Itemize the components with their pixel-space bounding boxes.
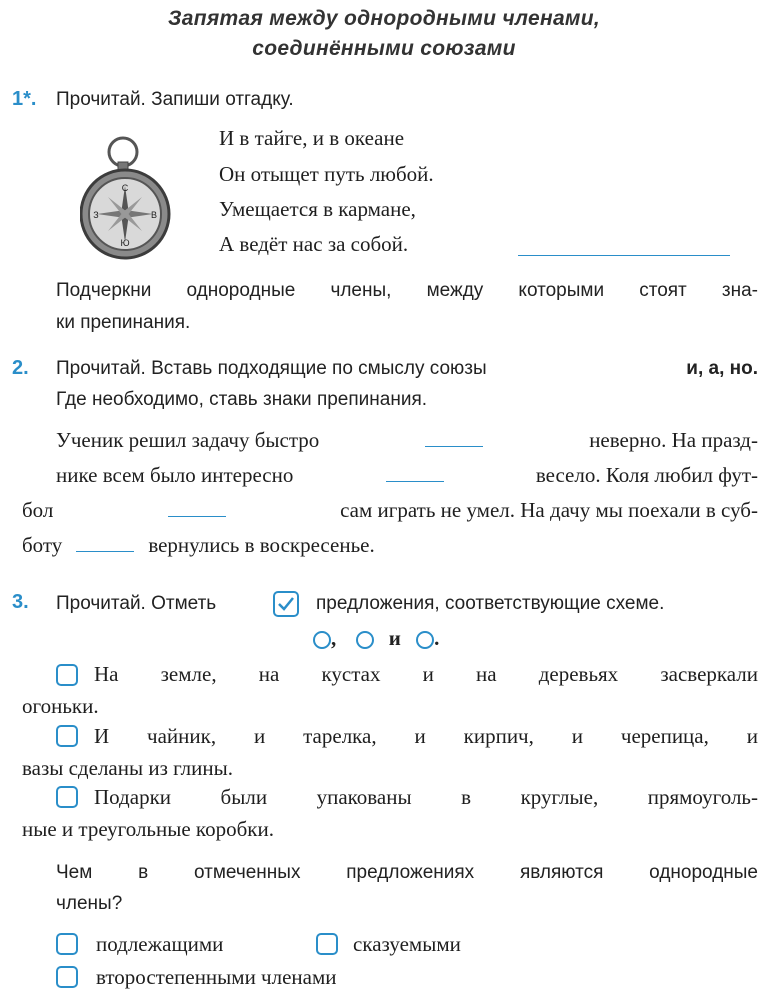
text-segment: вернулись в воскресенье.: [148, 533, 375, 557]
exercise-2-text-line-2: [56, 463, 758, 488]
conjunctions-list: и, а, но.: [686, 358, 758, 379]
scheme-circle-3: [416, 631, 434, 649]
question-line-1: Чем в отмеченных предложениях являются однородные: [56, 862, 758, 883]
sample-checkbox: [273, 591, 299, 617]
exercise-1-task-line-2: ки препинания.: [56, 312, 191, 333]
exercise-2-instruction-text: Прочитай. Вставь подходящие по смыслу союзы: [56, 358, 487, 379]
page-title: [0, 4, 768, 64]
text-segment: нике всем было интересно: [56, 463, 294, 487]
exercise-2-instruction-line-1: [56, 358, 758, 380]
scheme-and: и: [388, 626, 401, 650]
poem-line-3: Умещается в кармане,: [219, 197, 416, 221]
title-line-2: соединёнными союзами: [252, 37, 516, 60]
exercise-3-instruction-suffix: предложения, соответствующие схеме.: [316, 593, 665, 614]
exercise-2-instruction-line-2: Где необходимо, ставь знаки препинания.: [56, 389, 428, 410]
sentence-1-checkbox[interactable]: [56, 664, 78, 686]
text-segment: весело. Коля любил фут-: [535, 463, 758, 487]
sentence-1-line-1: На земле, на кустах и на деревьях засверкали: [94, 662, 758, 686]
text-segment: неверно. На празд-: [589, 428, 758, 452]
compass-e-letter: В: [150, 210, 158, 220]
option-predicate-checkbox[interactable]: [316, 933, 338, 955]
text-segment: Ученик решил задачу быстро: [56, 428, 320, 452]
exercise-1-task-line-1: Подчеркни однородные члены, между которыми стоят зна-: [56, 280, 758, 301]
conjunction-blank-3[interactable]: [168, 502, 226, 517]
compass-w-letter: З: [93, 210, 99, 220]
text-segment: боту: [22, 533, 63, 557]
riddle-answer-blank[interactable]: [518, 255, 730, 256]
compass-illustration: [80, 132, 180, 262]
sentence-scheme: , и .: [313, 626, 439, 651]
poem-line-1: И в тайге, и в океане: [219, 126, 405, 150]
exercise-1-number: 1*.: [12, 88, 37, 110]
scheme-comma: ,: [331, 626, 337, 650]
conjunction-blank-1[interactable]: [425, 432, 483, 447]
conjunction-blank-4[interactable]: [76, 537, 134, 552]
text-segment: бол: [22, 498, 54, 522]
exercise-2-text-line-3: [22, 498, 758, 523]
sentence-3-line-1: Подарки были упакованы в круглые, прямоуголь-: [94, 785, 758, 809]
option-secondary-checkbox[interactable]: [56, 966, 78, 988]
sentence-3-line-2: ные и треугольные коробки.: [22, 817, 274, 841]
compass-n-letter: С: [121, 183, 129, 193]
sentence-2-checkbox[interactable]: [56, 725, 78, 747]
sentence-2-line-1: И чайник, и тарелка, и кирпич, и черепица, и: [94, 724, 758, 748]
scheme-circle-1: [313, 631, 331, 649]
checkmark-icon: [275, 593, 297, 615]
question-line-2: члены?: [56, 893, 123, 914]
option-predicate-label: сказуемыми: [353, 932, 461, 956]
exercise-1-instruction: Прочитай. Запиши отгадку.: [56, 89, 294, 110]
sentence-1-line-2: огоньки.: [22, 694, 99, 718]
sentence-3-checkbox[interactable]: [56, 786, 78, 808]
conjunction-blank-2[interactable]: [386, 467, 444, 482]
exercise-3-number: 3.: [12, 591, 29, 613]
title-line-1: Запятая между однородными членами,: [167, 7, 601, 30]
option-subject-label: подлежащими: [96, 932, 224, 956]
sentence-2-line-2: вазы сделаны из глины.: [22, 756, 233, 780]
exercise-2-number: 2.: [12, 357, 29, 379]
scheme-circle-2: [356, 631, 374, 649]
exercise-3-instruction-prefix: Прочитай. Отметь: [56, 593, 217, 614]
poem-line-2: Он отыщет путь любой.: [219, 162, 434, 186]
option-secondary-label: второстепенными членами: [96, 965, 337, 989]
exercise-2-text-line-1: [56, 428, 758, 453]
poem-line-4: А ведёт нас за собой.: [219, 232, 409, 256]
option-subject-checkbox[interactable]: [56, 933, 78, 955]
text-segment: сам играть не умел. На дачу мы поехали в суб-: [340, 498, 758, 522]
compass-s-letter: Ю: [120, 238, 130, 248]
exercise-2-text-line-4: [22, 533, 375, 558]
